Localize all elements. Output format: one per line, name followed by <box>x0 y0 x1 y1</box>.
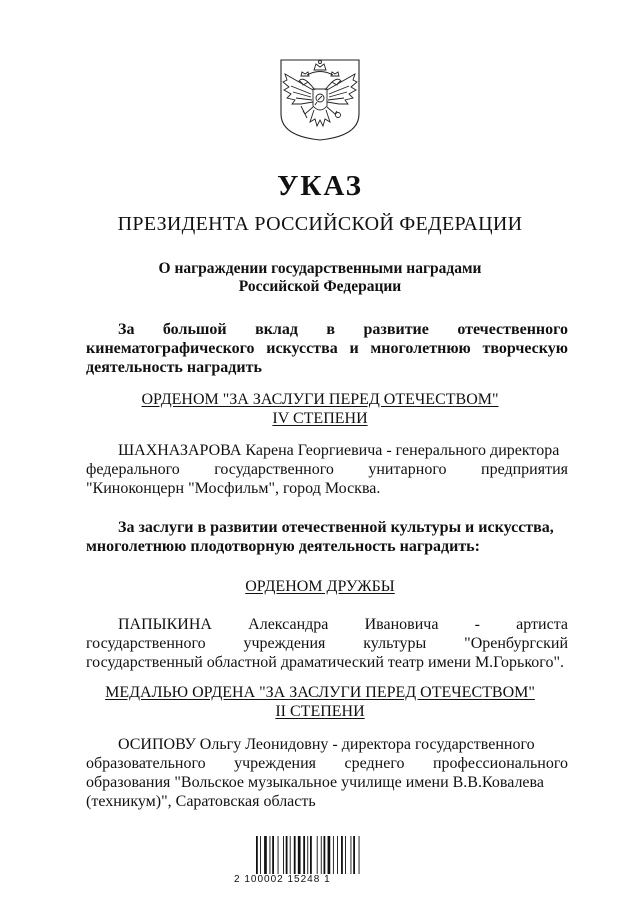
section1-award <box>0 390 640 428</box>
barcode-bar <box>341 836 343 874</box>
barcode-number: 2 100002 15248 1 <box>234 874 331 885</box>
section2-award <box>0 577 640 596</box>
section2-recipient-line1: ПАПЫКИНА Александра Ивановича - артиста <box>118 616 568 633</box>
barcode-bar <box>345 836 346 874</box>
barcode-bar <box>283 836 284 874</box>
section2-recipient <box>86 615 568 672</box>
section2-recipient-line3: государственный областной драматический театр имени М.Горького". <box>86 654 564 671</box>
decree-heading <box>0 260 640 296</box>
barcode-bar <box>333 836 334 874</box>
barcode-bar <box>278 836 279 874</box>
section2-preamble <box>86 518 568 556</box>
section3-recipient-line3: образования "Вольское музыкальное училище имени В.В.Ковалева <box>86 774 544 791</box>
section1-recipient-line3: "Киноконцерн "Мосфильм", город Москва. <box>86 480 381 497</box>
section1-recipient-line1: ШАХНАЗАРОВА Карена Георгиевича - генерального директора <box>118 442 560 459</box>
barcode-bar <box>351 836 352 874</box>
barcode-bar <box>303 836 305 874</box>
barcode-bar <box>264 836 267 874</box>
decree-heading-line1: О награждении государственными наградами <box>158 260 482 277</box>
section3-award-line1: МЕДАЛЬЮ ОРДЕНА "ЗА ЗАСЛУГИ ПЕРЕД ОТЕЧЕСТВОМ" <box>105 684 535 701</box>
decree-heading-line2: Российской Федерации <box>238 278 402 295</box>
barcode-bar <box>307 836 308 874</box>
section2-preamble-line1: За заслуги в развитии отечественной культуры и искусства, <box>118 519 554 536</box>
barcode-bar <box>328 836 331 874</box>
section2-preamble-line2: многолетнюю плодотворную деятельность наградить: <box>86 538 480 555</box>
section1-preamble-line1: За большой вклад в развитие отечественного <box>118 321 568 338</box>
section2-recipient-line2: государственного учреждения культуры "Оренбургский <box>86 635 568 652</box>
section3-recipient <box>86 735 568 811</box>
section1-preamble-line2: кинематографического искусства и многолетнюю творческую <box>86 340 568 357</box>
barcode-bar <box>290 836 291 874</box>
barcode-icon <box>256 836 384 874</box>
section1-recipient <box>86 441 568 498</box>
barcode-bar <box>256 836 258 874</box>
barcode-bar <box>324 836 326 874</box>
section1-award-line2: IV СТЕПЕНИ <box>272 410 368 427</box>
barcode-bar <box>270 836 271 874</box>
barcode-bar <box>317 836 318 874</box>
barcode-bar <box>294 836 296 874</box>
barcode-bar <box>272 836 274 874</box>
coat-of-arms-icon <box>277 56 363 142</box>
barcode-bar <box>286 836 288 874</box>
section3-recipient-line1: ОСИПОВУ Ольгу Леонидовну - директора государственного <box>118 736 535 753</box>
section1-preamble <box>86 320 568 377</box>
section3-recipient-line2: образовательного учреждения среднего профессионального <box>86 755 568 772</box>
section3-recipient-line4: (техникум)", Саратовская область <box>86 793 316 810</box>
section3-award-line2: II СТЕПЕНИ <box>275 703 365 720</box>
barcode-bar <box>353 836 355 874</box>
section1-award-line1: ОРДЕНОМ "ЗА ЗАСЛУГИ ПЕРЕД ОТЕЧЕСТВОМ" <box>141 391 499 408</box>
section3-award <box>0 683 640 721</box>
barcode-bar <box>298 836 301 874</box>
barcode-bar <box>359 836 360 874</box>
barcode-bar <box>337 836 338 874</box>
document-subtitle: ПРЕЗИДЕНТА РОССИЙСКОЙ ФЕДЕРАЦИИ <box>117 213 523 235</box>
document-title: УКАЗ <box>277 170 363 202</box>
barcode-bar <box>260 836 261 874</box>
barcode-bar <box>321 836 322 874</box>
section2-award-line1: ОРДЕНОМ ДРУЖБЫ <box>245 578 395 595</box>
section1-recipient-line2: федерального государственного унитарного предприятия <box>86 461 568 478</box>
barcode-bar <box>310 836 312 874</box>
section1-preamble-line3: деятельность наградить <box>86 359 262 376</box>
